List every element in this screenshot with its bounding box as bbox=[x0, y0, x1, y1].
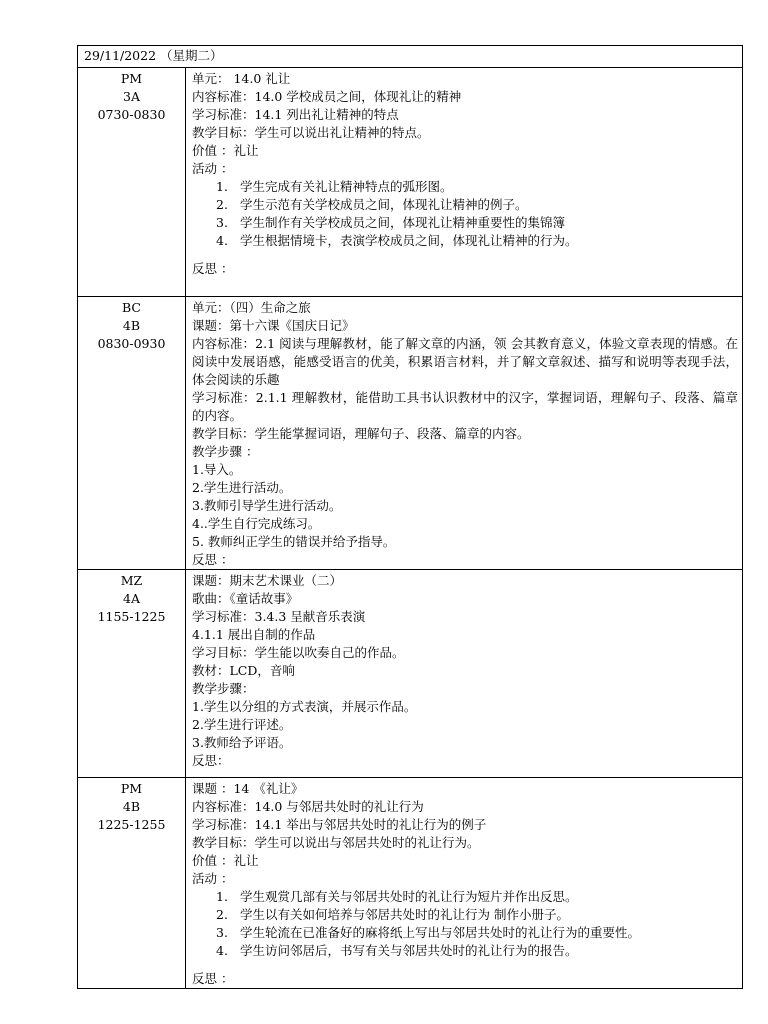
content-standard: 内容标准：2.1 阅读与理解教材，能了解文章的内涵，领 会其教育意义，体验文章表现的情感。在 阅读中发展语感，能感受语言的优美，积累语言材料，并了解文章叙述、描写和说明等表现手法，体会阅读的乐趣 bbox=[192, 336, 738, 387]
topic-line: 课题：第十六课《国庆日记》 bbox=[192, 318, 355, 333]
value-line: 价值 ：礼让 bbox=[192, 143, 259, 158]
subject-code: PM bbox=[120, 781, 143, 796]
teaching-objective: 教学目标：学生可以说出礼让精神的特点。 bbox=[192, 125, 430, 140]
date-header: 29/11/2022 （星期二） bbox=[78, 46, 743, 68]
activity-item: 1. 学生完成有关礼让精神特点的弧形图。 bbox=[216, 179, 453, 194]
subject-code: BC bbox=[122, 300, 141, 315]
activity-title: 活动 ： bbox=[192, 161, 234, 176]
topic-line: 课题：期末艺术课业（二） bbox=[192, 573, 343, 588]
learning-objective: 学习目标：学生能以吹奏自己的作品。 bbox=[192, 645, 405, 660]
step-item: 1.导入。 bbox=[192, 462, 242, 477]
step-item: 1.学生以分组的方式表演，并展示作品。 bbox=[192, 699, 417, 714]
step-item: 2.学生进行活动。 bbox=[192, 480, 292, 495]
class-name: 4A bbox=[123, 591, 140, 606]
reflection-line: 反思 ： bbox=[192, 971, 234, 986]
lesson-meta bbox=[78, 297, 186, 570]
learning-standard-2: 4.1.1 展出自制的作品 bbox=[192, 627, 316, 642]
lesson-details bbox=[186, 570, 743, 778]
steps-title: 教学步骤 ： bbox=[192, 444, 259, 459]
learning-standard: 学习标准：14.1 举出与邻居共处时的礼让行为的例子 bbox=[192, 817, 487, 832]
step-item: 3.教师给予评语。 bbox=[192, 735, 292, 750]
song-line: 歌曲：《童话故事》 bbox=[192, 591, 299, 606]
topic-line: 课题 ：14 《礼让》 bbox=[192, 781, 304, 796]
lesson-details bbox=[186, 297, 743, 570]
lesson-details bbox=[186, 778, 743, 989]
class-name: 3A bbox=[123, 89, 140, 104]
class-name: 4B bbox=[122, 318, 141, 333]
class-name: 4B bbox=[122, 799, 141, 814]
step-item: 2.学生进行评述。 bbox=[192, 717, 292, 732]
reflection-line: 反思 ： bbox=[192, 261, 234, 276]
lesson-meta bbox=[78, 778, 186, 989]
learning-standard: 学习标准：2.1.1 理解教材，能借助工具书认识教材中的汉字，掌握词语，理解句子、段落、篇章的内容。 bbox=[192, 390, 738, 423]
step-item: 4..学生自行完成练习。 bbox=[192, 516, 321, 531]
activity-title: 活动 ： bbox=[192, 871, 234, 886]
lesson-time: 0830-0930 bbox=[97, 336, 166, 351]
lesson-time: 0730-0830 bbox=[97, 107, 166, 122]
activity-item: 4. 学生访问邻居后，书写有关与邻居共处时的礼让行为的报告。 bbox=[216, 943, 578, 958]
content-standard: 内容标准：14.0 与邻居共处时的礼让行为 bbox=[192, 799, 424, 814]
learning-standard: 学习标准：14.1 列出礼让精神的特点 bbox=[192, 107, 399, 122]
step-item: 5. 教师纠正学生的错误并给予指导。 bbox=[192, 534, 396, 549]
lesson-meta bbox=[78, 570, 186, 778]
activity-item: 2. 学生示范有关学校成员之间，体现礼让精神的例子。 bbox=[216, 197, 528, 212]
subject-code: MZ bbox=[120, 573, 143, 588]
activity-item: 1. 学生观赏几部有关与邻居共处时的礼让行为短片并作出反思。 bbox=[216, 889, 578, 904]
step-item: 3.教师引导学生进行活动。 bbox=[192, 498, 342, 513]
materials-line: 教材：LCD，音响 bbox=[192, 663, 295, 678]
reflection-line: 反思： bbox=[192, 753, 230, 768]
subject-code: PM bbox=[120, 71, 143, 86]
steps-title: 教学步骤： bbox=[192, 681, 255, 696]
activity-item: 3. 学生制作有关学校成员之间，体现礼让精神重要性的集锦簿 bbox=[216, 215, 566, 230]
lesson-row bbox=[78, 778, 743, 989]
lesson-row bbox=[78, 68, 743, 297]
lesson-plan-table bbox=[77, 45, 743, 989]
activity-item: 4. 学生根据情境卡，表演学校成员之间，体现礼让精神的行为。 bbox=[216, 233, 578, 248]
content-standard: 内容标准：14.0 学校成员之间，体现礼让的精神 bbox=[192, 89, 462, 104]
lesson-time: 1225-1255 bbox=[97, 817, 166, 832]
lesson-time: 1155-1225 bbox=[97, 609, 166, 624]
teaching-objective: 教学目标：学生可以说出与邻居共处时的礼让行为。 bbox=[192, 835, 480, 850]
activity-item: 2. 学生以有关如何培养与邻居共处时的礼让行为 制作小册子。 bbox=[216, 907, 569, 922]
reflection-line: 反思 ： bbox=[192, 552, 234, 567]
lesson-row bbox=[78, 570, 743, 778]
unit-line: 单元： 14.0 礼让 bbox=[192, 71, 291, 86]
teaching-objective: 教学目标：学生能掌握词语，理解句子、段落、篇章的内容。 bbox=[192, 426, 530, 441]
lesson-meta bbox=[78, 68, 186, 297]
lesson-details bbox=[186, 68, 743, 297]
value-line: 价值 ：礼让 bbox=[192, 853, 259, 868]
learning-standard: 学习标准：3.4.3 呈献音乐表演 bbox=[192, 609, 366, 624]
unit-line: 单元：（四）生命之旅 bbox=[192, 300, 311, 315]
activity-item: 3. 学生轮流在已准备好的麻将纸上写出与邻居共处时的礼让行为的重要性。 bbox=[216, 925, 641, 940]
lesson-row bbox=[78, 297, 743, 570]
